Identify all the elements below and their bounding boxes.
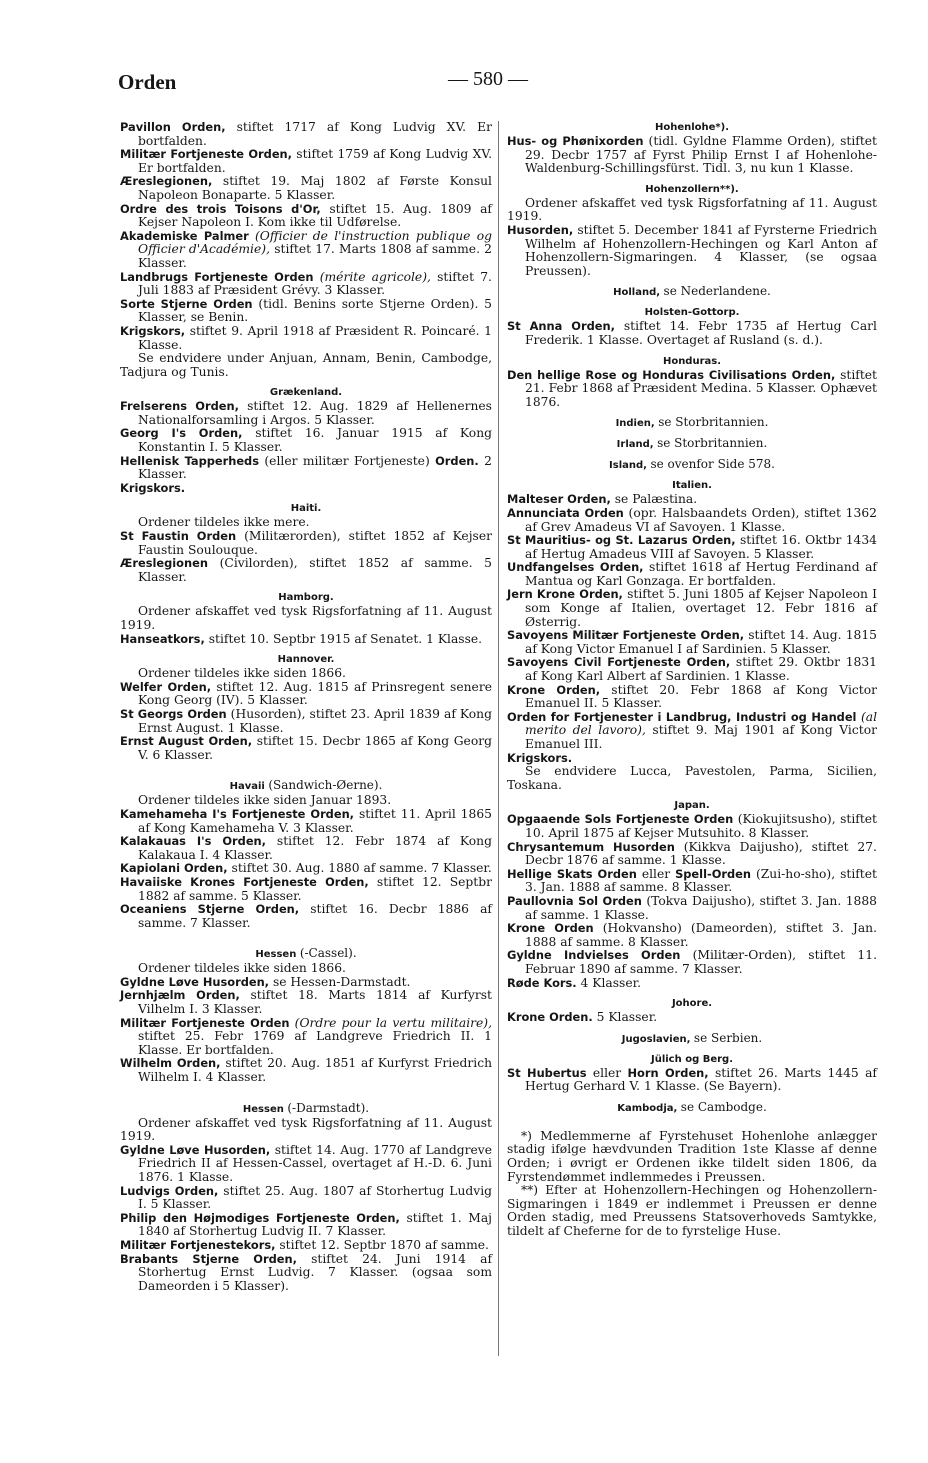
- list-item: Sorte Stjerne Orden (tidl. Benins sorte Stjerne Orden). 5 Klasser, se Benin.: [120, 296, 492, 325]
- list-item: Landbrugs Fortjeneste Orden (mérite agricole), stiftet 7. Juli 1883 af Præsident Grévy. 3 Klasser.: [120, 269, 492, 298]
- section-heading: Holland, se Nederlandene.: [613, 284, 771, 299]
- list-item: Hus- og Phønixorden (tidl. Gyldne Flamme Orden), stiftet 29. Decbr 1757 af Fyrst Philip Ernst I af Hohenlohe-Waldenburg-Schillingsfürst. Tidl. 3, nu kun 1 Klasse.: [507, 134, 877, 176]
- list-item: Hanseatkors, stiftet 10. Septbr 1915 af Senatet. 1 Klasse.: [120, 631, 483, 646]
- list-item: Gyldne Løve Husorden, se Hessen-Darmstadt.: [120, 974, 411, 989]
- left-column: [120, 121, 492, 1293]
- section-heading: Hessen (-Darmstadt).: [242, 1100, 370, 1115]
- list-item: Æreslegionen (Civilorden), stiftet 1852 af samme. 5 Klasser.: [120, 556, 492, 584]
- list-item: Hellenisk Tapperheds (eller militær Fortjeneste) Orden. 2 Klasser.: [120, 453, 492, 482]
- list-item: Kamehameha I's Fortjeneste Orden, stiftet 11. April 1865 af Kong Kamehameha V. 3 Klasser.: [120, 806, 492, 835]
- section-heading: Japan.: [674, 800, 710, 812]
- list-item: Æreslegionen, stiftet 19. Maj 1802 af Første Konsul Napoleon Bonaparte. 5 Klasser.: [120, 174, 492, 202]
- list-item: Kalakauas I's Orden, stiftet 12. Febr 1874 af Kong Kalakaua I. 4 Klasser.: [120, 834, 492, 862]
- list-item: Gyldne Indvielses Orden (Militær-Orden), stiftet 11. Februar 1890 af samme. 7 Klasser.: [507, 948, 877, 976]
- section-heading: Hohenlohe*).: [654, 122, 730, 133]
- list-item: Havaiiske Krones Fortjeneste Orden, stiftet 12. Septbr 1882 af samme. 5 Klasser.: [120, 874, 492, 903]
- section-heading: Havaii (Sandwich-Øerne).: [229, 778, 383, 793]
- list-item: St Georgs Orden (Husorden), stiftet 23. April 1839 af Kong Ernst August. 1 Klasse.: [120, 706, 492, 735]
- section-heading: Grækenland.: [269, 387, 343, 399]
- list-item: Malteser Orden, se Palæstina.: [507, 492, 698, 507]
- list-item: Savoyens Civil Fortjeneste Orden, stiftet 29. Oktbr 1831 af Kong Karl Albert af Sardinien. 1 Klasse.: [507, 655, 878, 684]
- see-also-note: Se endvidere under Anjuan, Annam, Benin, Cambodge, Tadjura og Tunis.: [120, 351, 492, 379]
- list-item: Krigskors.: [507, 750, 573, 765]
- list-item: Militær Fortjeneste Orden, stiftet 1759 af Kong Ludvig XV. Er bortfalden.: [120, 147, 492, 175]
- list-item: Ordre des trois Toisons d'Or, stiftet 15. Aug. 1809 af Kejser Napoleon I. Kom ikke til Udførelse.: [120, 201, 492, 230]
- list-item: Gyldne Løve Husorden, stiftet 14. Aug. 1770 af Landgreve Friedrich II af Hessen-Cassel, overtaget af H.-D. 6. Juni 1876. 1 Klasse.: [120, 1142, 493, 1184]
- list-item: Den hellige Rose og Honduras Civilisations Orden, stiftet 21. Febr 1868 af Præsident Medina. 5 Klasser. Ophævet 1876.: [507, 367, 877, 409]
- footnote: *) Medlemmerne af Fyrstehuset Hohenlohe anlægger stadig ifølge hævdvunden Tradition 1ste Klasse af denne Orden; i øvrigt er Ordenen ikke tildelt siden 1806, da Fyrstendømmet indlemmedes i Preussen.: [507, 1128, 877, 1184]
- list-item: Røde Kors. 4 Klasser.: [507, 975, 642, 990]
- column-divider: [498, 121, 499, 1356]
- list-item: Brabants Stjerne Orden, stiftet 24. Juni 1914 af Storhertug Ernst Ludvig. 7 Klasser. (ogsaa som Dameorden i 5 Klasser).: [120, 1251, 492, 1293]
- list-item: Militær Fortjeneste Orden (Ordre pour la vertu militaire), stiftet 25. Febr 1769 af Landgreve Friedrich II. 1 Klasse. Er bortfalden.: [120, 1015, 492, 1057]
- section-note: Ordener afskaffet ved tysk Rigsforfatning af 11. August 1919.: [120, 1115, 492, 1144]
- list-item: Husorden, stiftet 5. December 1841 af Fyrsterne Friedrich Wilhelm af Hohenzollern-Hechingen og Karl Anton af Hohenzollern-Sigmaringen. 4 Klasser, (se ogsaa Preussen).: [507, 222, 877, 278]
- list-item: Georg I's Orden, stiftet 16. Januar 1915 af Kong Konstantin I. 5 Klasser.: [120, 426, 492, 455]
- section-heading: Hessen (-Cassel).: [255, 946, 357, 961]
- section-heading: Island, se ovenfor Side 578.: [609, 457, 775, 472]
- page-header: [118, 64, 808, 98]
- list-item: Ludvigs Orden, stiftet 25. Aug. 1807 af Storhertug Ludvig I. 5 Klasser.: [120, 1183, 492, 1212]
- list-item: Krone Orden. 5 Klasser.: [507, 1010, 658, 1025]
- section-note: Ordener tildeles ikke siden 1866.: [138, 961, 346, 976]
- list-item: Chrysantemum Husorden (Kikkva Daijusho), stiftet 27. Decbr 1876 af samme. 1 Klasse.: [507, 839, 877, 868]
- section-heading: Holsten-Gottorp.: [644, 307, 740, 319]
- list-item: Pavillon Orden, stiftet 1717 af Kong Ludvig XV. Er bortfalden.: [120, 120, 492, 148]
- list-item: Oceaniens Stjerne Orden, stiftet 16. Decbr 1886 af samme. 7 Klasser.: [120, 902, 492, 930]
- list-item: Savoyens Militær Fortjeneste Orden, stiftet 14. Aug. 1815 af Kong Victor Emanuel I af Sardinien. 5 Klasser.: [507, 628, 877, 656]
- right-column: [507, 121, 877, 1239]
- page-title: Orden: [118, 70, 177, 94]
- list-item: Annunciata Orden (opr. Halsbaandets Orden), stiftet 1362 af Grev Amadeus VI af Savoyen. 1 Klasse.: [507, 505, 877, 534]
- list-item: Krone Orden, stiftet 20. Febr 1868 af Kong Victor Emanuel II. 5 Klasser.: [507, 682, 878, 711]
- section-note: Ordener afskaffet ved tysk Rigsforfatning af 11. August 1919.: [507, 195, 877, 224]
- list-item: Kapiolani Orden, stiftet 30. Aug. 1880 af samme. 7 Klasser.: [120, 861, 492, 876]
- see-also-note: Se endvidere Lucca, Pavestolen, Parma, Sicilien, Toskana.: [507, 764, 877, 792]
- footnote: **) Efter at Hohenzollern-Hechingen og Hohenzollern-Sigmaringen i 1849 er indlemmet i Preussen er denne Orden stadig, med Preussens Statsoverhoveds Samtykke, tildelt af Cheferne for de to fyrstelige Huse.: [507, 1183, 877, 1239]
- page-number: — 580 —: [448, 68, 528, 90]
- list-item: Hellige Skats Orden eller Spell-Orden (Zui-ho-sho), stiftet 3. Jan. 1888 af samme. 8 Klasser.: [507, 866, 877, 895]
- list-item: St Mauritius- og St. Lazarus Orden, stiftet 16. Oktbr 1434 af Hertug Amadeus VIII af Savoyen. 5 Klasser.: [507, 533, 877, 561]
- section-heading: Italien.: [672, 480, 712, 492]
- list-item: Krone Orden (Hokvansho) (Dameorden), stiftet 3. Jan. 1888 af samme. 8 Klasser.: [507, 921, 877, 949]
- list-item: Frelserens Orden, stiftet 12. Aug. 1829 af Hellenernes Nationalforsamling i Argos. 5 Klasser.: [120, 399, 492, 427]
- section-heading: Indien, se Storbritannien.: [615, 415, 769, 430]
- section-heading: Hannover.: [277, 654, 335, 666]
- section-note: Ordener afskaffet ved tysk Rigsforfatning af 11. August 1919.: [120, 604, 492, 632]
- section-heading: Haiti.: [290, 503, 322, 515]
- list-item: Krigskors.: [120, 480, 186, 495]
- list-item: Philip den Højmodiges Fortjeneste Orden, stiftet 1. Maj 1840 af Storhertug Ludvig II. 7 Klasser.: [120, 1210, 492, 1239]
- list-item: Wilhelm Orden, stiftet 20. Aug. 1851 af Kurfyrst Friedrich Wilhelm I. 4 Klasser.: [120, 1056, 493, 1085]
- list-item: Krigskors, stiftet 9. April 1918 af Præsident R. Poincaré. 1 Klasse.: [120, 323, 492, 352]
- list-item: Opgaaende Sols Fortjeneste Orden (Kiokujitsusho), stiftet 10. April 1875 af Kejser Mutsuhito. 8 Klasser.: [507, 812, 877, 840]
- list-item: Undfangelses Orden, stiftet 1618 af Hertug Ferdinand af Mantua og Karl Gonzaga. Er bortfalden.: [507, 560, 877, 588]
- section-heading: Kambodja, se Cambodge.: [617, 1099, 767, 1114]
- list-item: Ernst August Orden, stiftet 15. Decbr 1865 af Kong Georg V. 6 Klasser.: [120, 734, 492, 762]
- list-item: St Faustin Orden (Militærorden), stiftet 1852 af Kejser Faustin Soulouque.: [120, 529, 492, 557]
- section-note: Ordener tildeles ikke siden Januar 1893.: [138, 793, 392, 808]
- section-heading: Jugoslavien, se Serbien.: [621, 1030, 763, 1045]
- section-heading: Jülich og Berg.: [650, 1053, 734, 1065]
- section-heading: Irland, se Storbritannien.: [616, 436, 768, 451]
- section-heading: Johore.: [671, 998, 713, 1010]
- list-item: Militær Fortjenestekors, stiftet 12. Septbr 1870 af samme.: [120, 1237, 489, 1252]
- list-item: Paullovnia Sol Orden (Tokva Daijusho), stiftet 3. Jan. 1888 af samme. 1 Klasse.: [507, 893, 877, 922]
- list-item: Jern Krone Orden, stiftet 5. Juni 1805 af Kejser Napoleon I som Konge af Italien, overtaget 12. Febr 1816 af Østerrig.: [507, 587, 877, 629]
- list-item: Welfer Orden, stiftet 12. Aug. 1815 af Prinsregent senere Kong Georg (IV). 5 Klasser.: [120, 679, 492, 708]
- section-heading: Honduras.: [662, 355, 722, 367]
- list-item: Orden for Fortjenester i Landbrug, Industri og Handel (al merito del lavoro), stiftet 9. Maj 1901 af Kong Victor Emanuel III.: [507, 709, 877, 751]
- list-item: Jernhjælm Orden, stiftet 18. Marts 1814 af Kurfyrst Vilhelm I. 3 Klasser.: [120, 988, 492, 1017]
- section-heading: Hohenzollern**).: [645, 183, 739, 195]
- section-note: Ordener tildeles ikke siden 1866.: [138, 666, 346, 681]
- list-item: St Hubertus eller Horn Orden, stiftet 26. Marts 1445 af Hertug Gerhard V. 1 Klasse. (Se Bayern).: [507, 1065, 877, 1094]
- list-item: Akademiske Palmer (Officier de l'instruction publique og Officier d'Académie), stiftet 17. Marts 1808 af samme. 2 Klasser.: [120, 228, 493, 270]
- list-item: St Anna Orden, stiftet 14. Febr 1735 af Hertug Carl Frederik. 1 Klasse. Overtaget af Rusland (s. d.).: [507, 319, 877, 347]
- section-heading: Hamborg.: [278, 592, 334, 604]
- section-note: Ordener tildeles ikke mere.: [138, 515, 310, 530]
